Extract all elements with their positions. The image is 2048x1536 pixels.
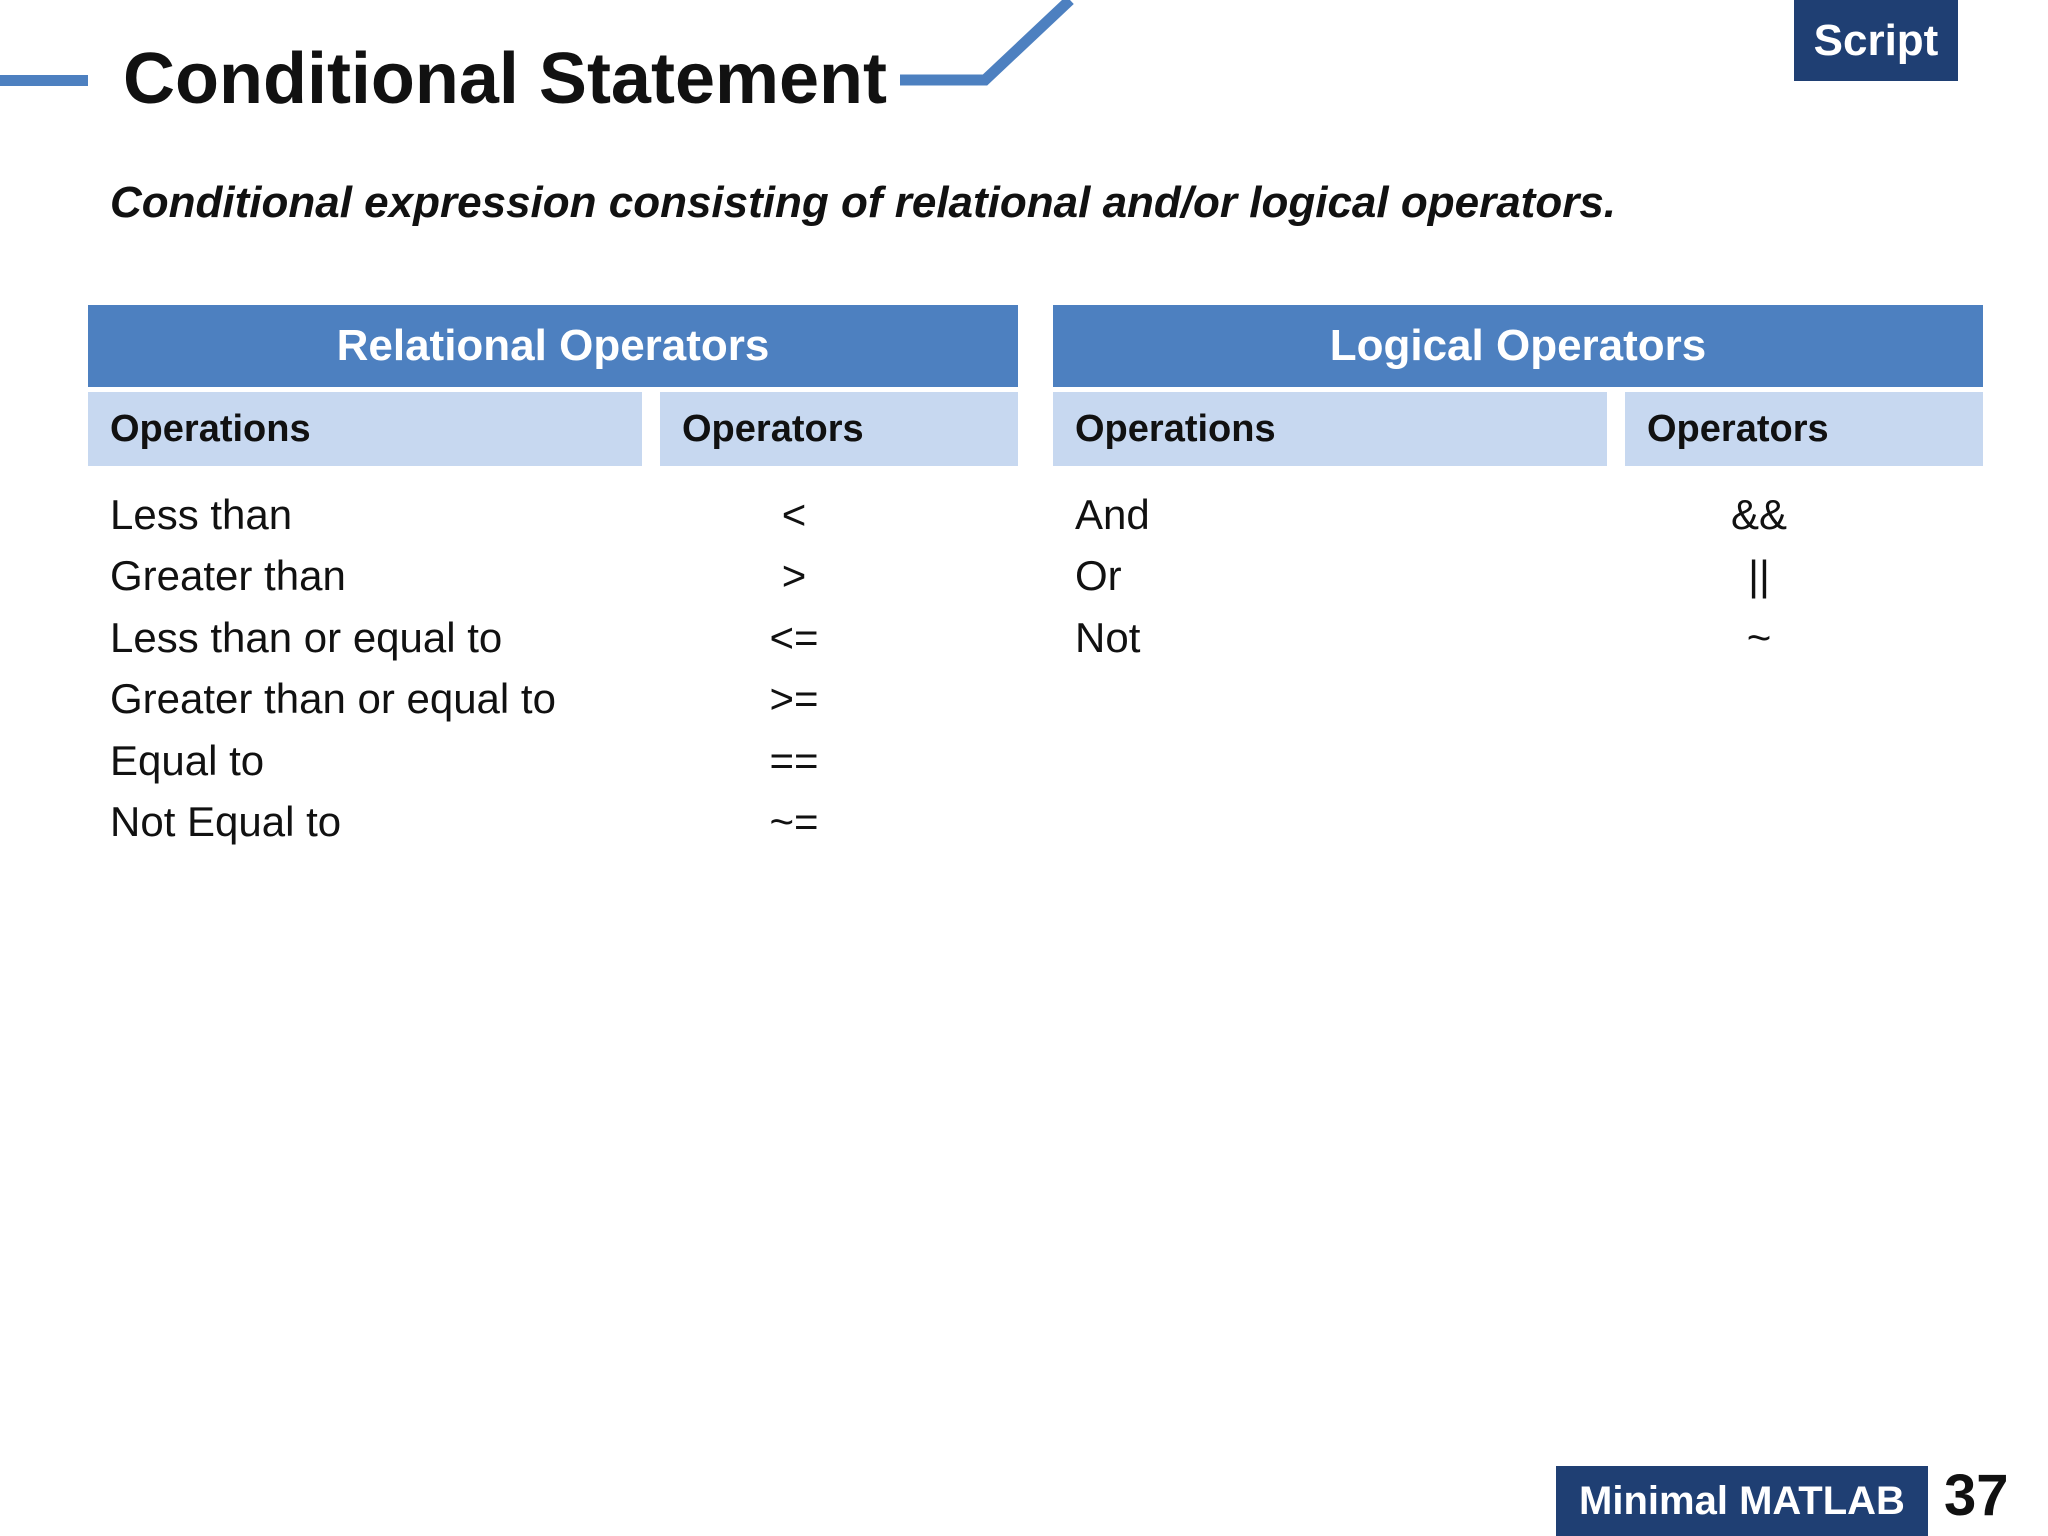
operation-cell: Greater than [110,552,346,600]
table-row [88,792,1018,854]
logical-table-title: Logical Operators [1053,305,1983,387]
table-row [1053,607,1983,669]
table-row [88,730,1018,792]
table-row [88,607,1018,669]
relational-table-header [88,392,1018,466]
footer-brand-badge: Minimal MATLAB [1556,1466,1928,1536]
operation-cell: Greater than or equal to [110,675,556,723]
relational-table-body [88,484,1018,853]
operation-cell: Or [1075,552,1122,600]
table-row [88,669,1018,731]
relational-operators-table [88,305,1018,853]
script-badge: Script [1794,0,1958,81]
operation-cell: And [1075,490,1150,538]
operator-cell: ~ [1746,613,1772,661]
relational-header-operations: Operations [88,392,642,466]
slide-subtitle: Conditional expression consisting of relational and/or logical operators. [110,178,1617,227]
logical-table-header [1053,392,1983,466]
logical-operators-table [1053,305,1983,669]
table-row [1053,484,1983,546]
operator-cell: && [1730,490,1788,538]
operation-cell: Less than or equal to [110,613,503,661]
table-row [88,546,1018,608]
operator-cell: == [769,736,819,784]
operation-cell: Not Equal to [110,798,342,846]
logical-header-operators: Operators [1625,392,1983,466]
relational-table-title: Relational Operators [88,305,1018,387]
operation-cell: Not [1075,613,1141,661]
logical-table-body [1053,484,1983,669]
page-number: 37 [1944,1463,2009,1528]
operator-cell: <= [769,613,819,661]
operator-cell: ~= [769,798,819,846]
operator-cell: >= [769,675,819,723]
operator-cell: || [1748,552,1770,600]
operation-cell: Equal to [110,736,265,784]
slide-title: Conditional Statement [123,39,888,119]
operator-cell: > [781,552,807,600]
table-row [1053,546,1983,608]
operation-cell: Less than [110,490,293,538]
table-row [88,484,1018,546]
logical-header-operations: Operations [1053,392,1607,466]
operator-cell: < [781,490,807,538]
relational-header-operators: Operators [660,392,1018,466]
